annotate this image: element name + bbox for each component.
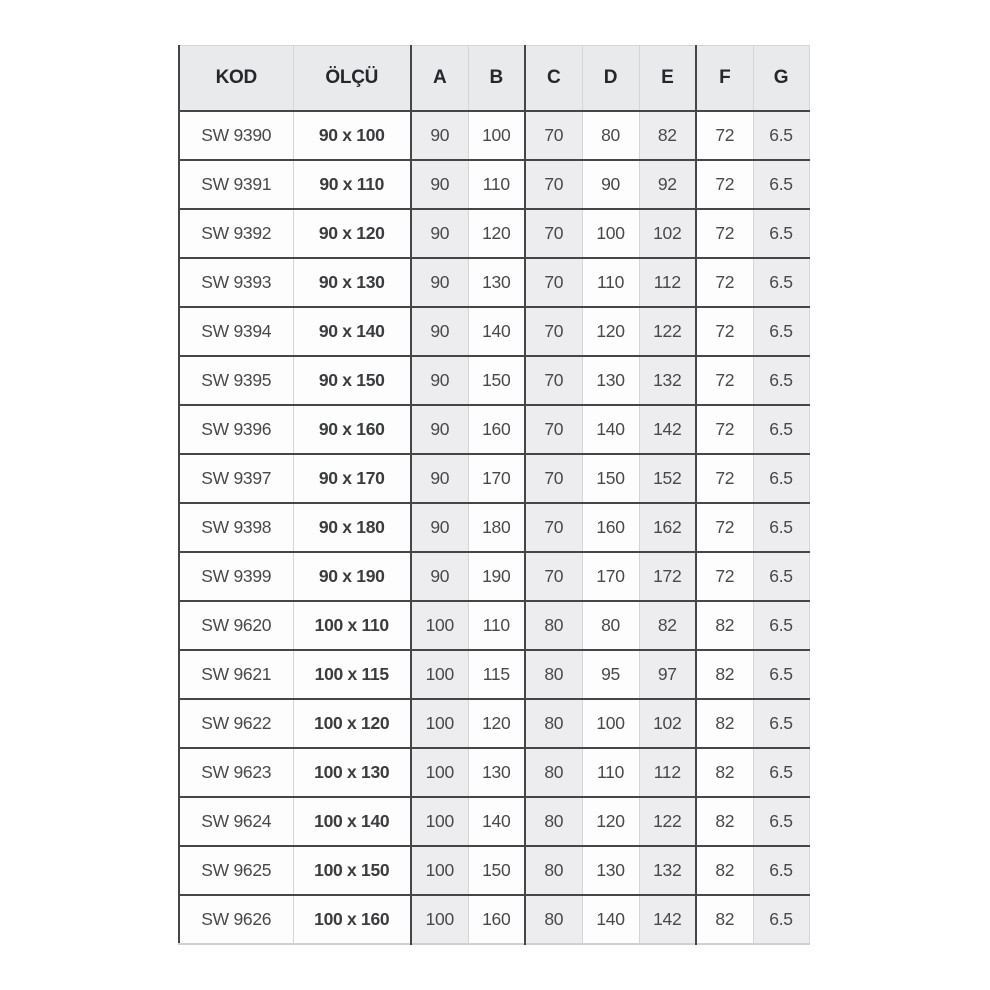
d-cell: 110 — [582, 258, 639, 307]
f-cell: 82 — [696, 895, 753, 944]
e-cell: 102 — [639, 699, 696, 748]
spec-table-container — [178, 45, 808, 945]
e-cell: 122 — [639, 797, 696, 846]
a-cell: 100 — [411, 895, 468, 944]
table-row — [179, 160, 809, 209]
f-cell: 72 — [696, 454, 753, 503]
header-c: C — [525, 46, 582, 112]
a-cell: 90 — [411, 503, 468, 552]
olcu-cell: 90 x 140 — [293, 307, 411, 356]
table-row — [179, 846, 809, 895]
a-cell: 90 — [411, 258, 468, 307]
a-cell: 100 — [411, 650, 468, 699]
c-cell: 70 — [525, 307, 582, 356]
e-cell: 122 — [639, 307, 696, 356]
b-cell: 140 — [468, 307, 525, 356]
c-cell: 70 — [525, 405, 582, 454]
b-cell: 150 — [468, 356, 525, 405]
a-cell: 100 — [411, 846, 468, 895]
c-cell: 70 — [525, 258, 582, 307]
b-cell: 150 — [468, 846, 525, 895]
c-cell: 80 — [525, 748, 582, 797]
f-cell: 72 — [696, 258, 753, 307]
olcu-cell: 100 x 150 — [293, 846, 411, 895]
g-cell: 6.5 — [753, 552, 809, 601]
f-cell: 72 — [696, 503, 753, 552]
olcu-cell: 100 x 110 — [293, 601, 411, 650]
e-cell: 102 — [639, 209, 696, 258]
f-cell: 72 — [696, 111, 753, 160]
e-cell: 142 — [639, 895, 696, 944]
e-cell: 92 — [639, 160, 696, 209]
d-cell: 100 — [582, 209, 639, 258]
b-cell: 110 — [468, 601, 525, 650]
b-cell: 115 — [468, 650, 525, 699]
c-cell: 70 — [525, 209, 582, 258]
header-d: D — [582, 46, 639, 112]
e-cell: 82 — [639, 111, 696, 160]
b-cell: 180 — [468, 503, 525, 552]
c-cell: 70 — [525, 454, 582, 503]
e-cell: 152 — [639, 454, 696, 503]
g-cell: 6.5 — [753, 405, 809, 454]
a-cell: 90 — [411, 405, 468, 454]
c-cell: 70 — [525, 503, 582, 552]
a-cell: 100 — [411, 748, 468, 797]
table-row — [179, 209, 809, 258]
kod-cell: SW 9398 — [179, 503, 293, 552]
f-cell: 82 — [696, 748, 753, 797]
b-cell: 120 — [468, 699, 525, 748]
a-cell: 100 — [411, 699, 468, 748]
b-cell: 100 — [468, 111, 525, 160]
table-row — [179, 307, 809, 356]
olcu-cell: 100 x 160 — [293, 895, 411, 944]
header-e: E — [639, 46, 696, 112]
c-cell: 80 — [525, 846, 582, 895]
d-cell: 100 — [582, 699, 639, 748]
d-cell: 170 — [582, 552, 639, 601]
d-cell: 160 — [582, 503, 639, 552]
c-cell: 70 — [525, 552, 582, 601]
c-cell: 80 — [525, 699, 582, 748]
header-kod: KOD — [179, 46, 293, 112]
e-cell: 112 — [639, 258, 696, 307]
header-a: A — [411, 46, 468, 112]
kod-cell: SW 9394 — [179, 307, 293, 356]
f-cell: 72 — [696, 552, 753, 601]
kod-cell: SW 9390 — [179, 111, 293, 160]
table-row — [179, 258, 809, 307]
g-cell: 6.5 — [753, 650, 809, 699]
kod-cell: SW 9625 — [179, 846, 293, 895]
olcu-cell: 100 x 130 — [293, 748, 411, 797]
g-cell: 6.5 — [753, 748, 809, 797]
c-cell: 70 — [525, 356, 582, 405]
d-cell: 130 — [582, 846, 639, 895]
e-cell: 132 — [639, 846, 696, 895]
f-cell: 72 — [696, 356, 753, 405]
table-row — [179, 699, 809, 748]
a-cell: 90 — [411, 356, 468, 405]
f-cell: 72 — [696, 307, 753, 356]
c-cell: 70 — [525, 160, 582, 209]
olcu-cell: 90 x 150 — [293, 356, 411, 405]
kod-cell: SW 9397 — [179, 454, 293, 503]
header-olcu: ÖLÇÜ — [293, 46, 411, 112]
e-cell: 132 — [639, 356, 696, 405]
g-cell: 6.5 — [753, 699, 809, 748]
olcu-cell: 90 x 130 — [293, 258, 411, 307]
kod-cell: SW 9391 — [179, 160, 293, 209]
d-cell: 120 — [582, 797, 639, 846]
b-cell: 130 — [468, 748, 525, 797]
kod-cell: SW 9399 — [179, 552, 293, 601]
f-cell: 72 — [696, 405, 753, 454]
olcu-cell: 90 x 180 — [293, 503, 411, 552]
g-cell: 6.5 — [753, 307, 809, 356]
table-row — [179, 552, 809, 601]
c-cell: 70 — [525, 111, 582, 160]
g-cell: 6.5 — [753, 454, 809, 503]
f-cell: 82 — [696, 601, 753, 650]
spec-table — [178, 45, 810, 945]
c-cell: 80 — [525, 797, 582, 846]
header-b: B — [468, 46, 525, 112]
d-cell: 90 — [582, 160, 639, 209]
g-cell: 6.5 — [753, 601, 809, 650]
table-row — [179, 895, 809, 944]
olcu-cell: 100 x 120 — [293, 699, 411, 748]
spec-table-body — [179, 111, 809, 944]
header-g: G — [753, 46, 809, 112]
c-cell: 80 — [525, 650, 582, 699]
header-row — [179, 46, 809, 112]
g-cell: 6.5 — [753, 258, 809, 307]
d-cell: 80 — [582, 111, 639, 160]
d-cell: 80 — [582, 601, 639, 650]
d-cell: 140 — [582, 895, 639, 944]
table-row — [179, 601, 809, 650]
f-cell: 82 — [696, 650, 753, 699]
a-cell: 90 — [411, 209, 468, 258]
table-row — [179, 111, 809, 160]
d-cell: 150 — [582, 454, 639, 503]
a-cell: 90 — [411, 454, 468, 503]
g-cell: 6.5 — [753, 111, 809, 160]
b-cell: 190 — [468, 552, 525, 601]
b-cell: 120 — [468, 209, 525, 258]
d-cell: 120 — [582, 307, 639, 356]
kod-cell: SW 9395 — [179, 356, 293, 405]
kod-cell: SW 9626 — [179, 895, 293, 944]
kod-cell: SW 9393 — [179, 258, 293, 307]
kod-cell: SW 9392 — [179, 209, 293, 258]
table-row — [179, 405, 809, 454]
g-cell: 6.5 — [753, 160, 809, 209]
g-cell: 6.5 — [753, 209, 809, 258]
d-cell: 130 — [582, 356, 639, 405]
table-row — [179, 356, 809, 405]
b-cell: 160 — [468, 405, 525, 454]
e-cell: 82 — [639, 601, 696, 650]
g-cell: 6.5 — [753, 895, 809, 944]
e-cell: 97 — [639, 650, 696, 699]
olcu-cell: 90 x 170 — [293, 454, 411, 503]
b-cell: 170 — [468, 454, 525, 503]
f-cell: 82 — [696, 699, 753, 748]
table-row — [179, 650, 809, 699]
e-cell: 172 — [639, 552, 696, 601]
b-cell: 130 — [468, 258, 525, 307]
b-cell: 110 — [468, 160, 525, 209]
kod-cell: SW 9624 — [179, 797, 293, 846]
d-cell: 140 — [582, 405, 639, 454]
olcu-cell: 90 x 110 — [293, 160, 411, 209]
a-cell: 100 — [411, 797, 468, 846]
kod-cell: SW 9622 — [179, 699, 293, 748]
c-cell: 80 — [525, 601, 582, 650]
olcu-cell: 90 x 190 — [293, 552, 411, 601]
e-cell: 142 — [639, 405, 696, 454]
olcu-cell: 100 x 140 — [293, 797, 411, 846]
f-cell: 82 — [696, 797, 753, 846]
c-cell: 80 — [525, 895, 582, 944]
table-row — [179, 503, 809, 552]
g-cell: 6.5 — [753, 846, 809, 895]
d-cell: 95 — [582, 650, 639, 699]
d-cell: 110 — [582, 748, 639, 797]
f-cell: 82 — [696, 846, 753, 895]
b-cell: 140 — [468, 797, 525, 846]
spec-table-header — [179, 46, 809, 112]
f-cell: 72 — [696, 160, 753, 209]
f-cell: 72 — [696, 209, 753, 258]
b-cell: 160 — [468, 895, 525, 944]
a-cell: 90 — [411, 552, 468, 601]
e-cell: 112 — [639, 748, 696, 797]
kod-cell: SW 9623 — [179, 748, 293, 797]
g-cell: 6.5 — [753, 503, 809, 552]
olcu-cell: 90 x 160 — [293, 405, 411, 454]
e-cell: 162 — [639, 503, 696, 552]
kod-cell: SW 9620 — [179, 601, 293, 650]
olcu-cell: 90 x 120 — [293, 209, 411, 258]
header-f: F — [696, 46, 753, 112]
table-row — [179, 797, 809, 846]
a-cell: 100 — [411, 601, 468, 650]
table-row — [179, 454, 809, 503]
a-cell: 90 — [411, 307, 468, 356]
kod-cell: SW 9621 — [179, 650, 293, 699]
olcu-cell: 90 x 100 — [293, 111, 411, 160]
olcu-cell: 100 x 115 — [293, 650, 411, 699]
table-row — [179, 748, 809, 797]
kod-cell: SW 9396 — [179, 405, 293, 454]
a-cell: 90 — [411, 111, 468, 160]
g-cell: 6.5 — [753, 356, 809, 405]
a-cell: 90 — [411, 160, 468, 209]
g-cell: 6.5 — [753, 797, 809, 846]
